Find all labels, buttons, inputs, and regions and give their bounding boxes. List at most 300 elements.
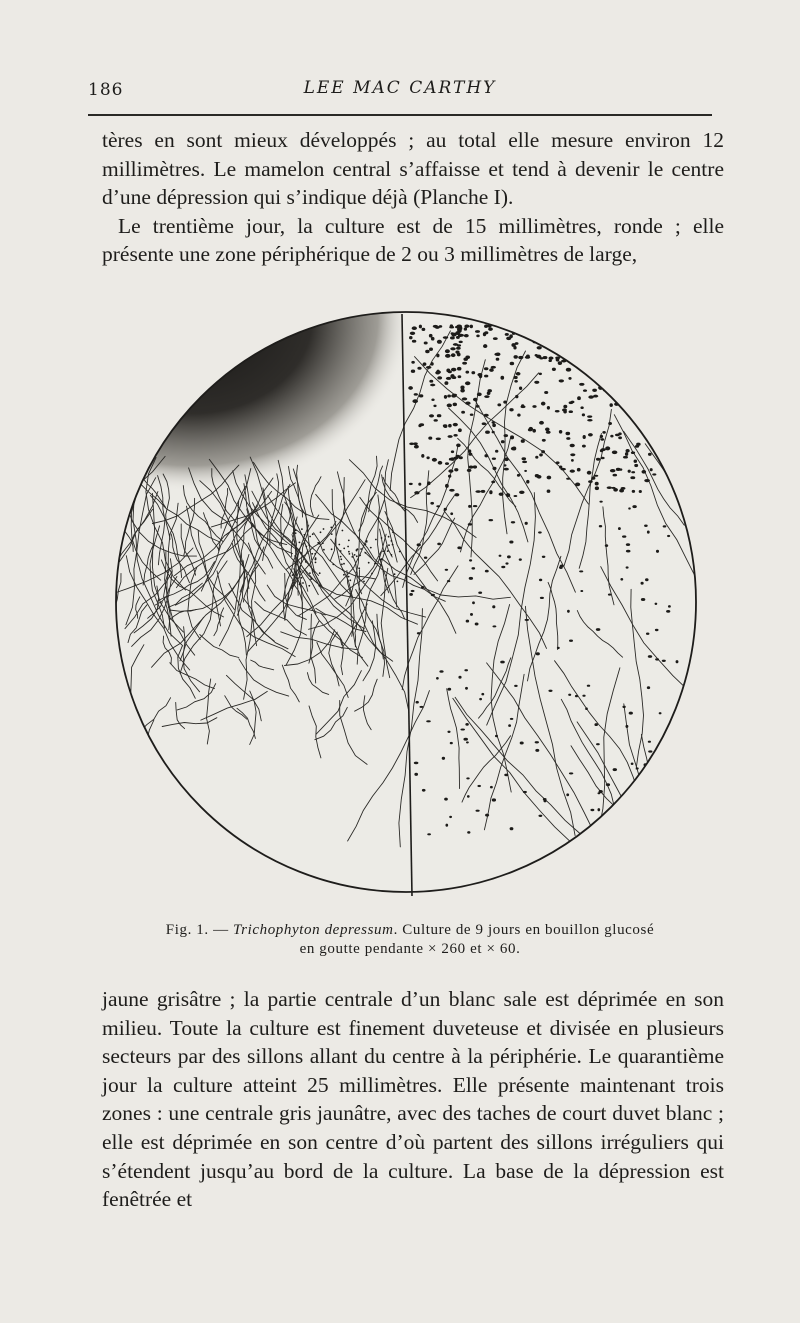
spore	[565, 334, 570, 337]
spore	[591, 477, 595, 480]
spore	[542, 556, 546, 558]
spore	[477, 392, 482, 396]
spore	[620, 578, 623, 581]
spore	[484, 331, 488, 334]
spore	[545, 427, 550, 431]
spore	[320, 531, 322, 533]
spore	[615, 434, 620, 437]
paragraph: jaune grisâtre ; la partie centrale d’un blanc sale est déprimée en son milieu. Toute la culture est finement duveteuse et divisée en plusieurs secteurs par des sillons allant du centre à la périphérie. Le quarantième jour la culture atteint 25 millimètres. Elle présente maintenant trois zones : une centrale gris jaunâtre, avec des taches de court duvet blanc ; elle est déprimée en son centre d’où partent des sillons irréguliers qui s’étendent jusqu’au bord de la culture. La base de la dépression est fenêtrée et	[102, 987, 724, 1212]
spore	[487, 391, 491, 395]
spore	[430, 362, 433, 366]
spore	[465, 371, 469, 374]
spore	[579, 570, 583, 572]
spore	[553, 326, 557, 329]
spore	[617, 325, 622, 329]
spore	[492, 423, 496, 427]
spore	[359, 554, 361, 556]
spore	[300, 552, 302, 554]
spore	[409, 483, 413, 485]
spore	[469, 577, 473, 580]
spore	[613, 376, 618, 379]
spore	[514, 376, 518, 379]
spore	[599, 790, 603, 793]
spore	[322, 542, 324, 544]
spore	[535, 474, 539, 477]
spore	[518, 328, 523, 332]
spore	[300, 571, 302, 573]
spore	[623, 359, 628, 362]
spore	[455, 331, 460, 335]
spore	[391, 554, 393, 556]
figure-label: Fig. 1. —	[165, 922, 234, 938]
spore	[663, 525, 667, 527]
spore	[594, 475, 599, 477]
spore	[363, 581, 365, 583]
spore	[567, 610, 570, 613]
running-header	[88, 78, 712, 108]
spore	[558, 361, 562, 365]
spore	[340, 556, 342, 558]
spore	[460, 385, 464, 389]
spore	[623, 456, 628, 459]
spore	[655, 629, 659, 631]
spore	[305, 546, 307, 548]
spore	[452, 394, 457, 397]
spore	[428, 436, 432, 439]
spore	[365, 552, 367, 554]
spore	[514, 495, 518, 497]
spore	[315, 562, 317, 564]
spore	[632, 505, 636, 508]
spore	[451, 353, 456, 357]
spore	[594, 325, 599, 328]
spore	[505, 333, 509, 336]
spore	[358, 567, 360, 569]
spore	[309, 572, 311, 574]
spore	[427, 492, 431, 495]
spore	[445, 569, 448, 571]
spore	[457, 367, 462, 371]
spore	[318, 585, 320, 587]
spore	[608, 594, 611, 596]
spore	[544, 391, 548, 394]
spore	[430, 502, 434, 505]
spore	[645, 578, 649, 581]
spore	[431, 594, 435, 596]
spore	[412, 326, 417, 330]
spore	[652, 473, 656, 475]
spore	[414, 491, 419, 494]
spore	[468, 523, 472, 525]
spore	[544, 338, 548, 341]
spore	[563, 353, 568, 356]
spore	[631, 451, 635, 454]
spore	[448, 469, 453, 472]
spore	[548, 690, 552, 692]
spore	[466, 741, 469, 743]
spore	[439, 670, 443, 673]
spore	[607, 337, 611, 340]
spore	[417, 543, 421, 546]
spore	[621, 487, 626, 490]
spore	[677, 770, 681, 772]
spore	[622, 400, 627, 404]
spore	[641, 829, 645, 831]
spore	[479, 698, 482, 700]
spore	[370, 547, 372, 549]
spore	[655, 603, 658, 605]
spore	[437, 543, 441, 546]
spore	[449, 489, 455, 492]
spore	[656, 789, 660, 792]
spore	[308, 544, 310, 546]
spore	[491, 366, 496, 369]
spore	[646, 352, 650, 355]
spore	[600, 449, 604, 452]
spore	[476, 405, 480, 408]
spore	[295, 532, 297, 534]
spore	[454, 468, 458, 471]
spore	[426, 720, 431, 722]
spore	[465, 401, 470, 405]
spore	[644, 329, 649, 332]
spore	[500, 661, 505, 664]
spore	[425, 350, 429, 353]
spore	[492, 457, 496, 459]
spore	[515, 395, 518, 398]
spore	[509, 334, 513, 338]
spore	[484, 395, 489, 398]
spore	[475, 330, 480, 333]
spore	[538, 815, 542, 817]
spore	[411, 590, 415, 592]
spore	[555, 410, 560, 412]
spore	[340, 550, 342, 552]
spore	[465, 687, 468, 690]
spore	[456, 443, 461, 447]
spore	[463, 738, 467, 741]
spore	[504, 464, 507, 466]
spore	[509, 408, 513, 411]
spore	[557, 647, 560, 649]
spore	[430, 384, 435, 387]
spore	[315, 559, 317, 561]
spore	[463, 358, 468, 361]
spore	[519, 558, 522, 560]
spore	[445, 349, 450, 353]
spore	[426, 366, 432, 369]
spore	[678, 752, 682, 754]
spore	[547, 406, 550, 410]
spore	[587, 415, 592, 417]
spore	[541, 402, 546, 406]
spore	[622, 706, 625, 708]
spore	[443, 336, 448, 339]
spore	[639, 490, 642, 493]
spore	[583, 389, 587, 392]
spore	[610, 469, 616, 472]
spore	[368, 562, 370, 564]
spore	[501, 440, 505, 443]
spore	[432, 458, 437, 462]
spore	[608, 329, 612, 332]
spore	[456, 455, 460, 458]
spore	[618, 527, 621, 530]
spore	[331, 533, 333, 535]
spore	[623, 363, 628, 366]
spore	[519, 491, 524, 494]
spore	[371, 573, 373, 575]
spore	[500, 376, 504, 380]
spore	[453, 403, 457, 407]
spore	[568, 335, 572, 339]
spore	[618, 388, 623, 392]
spore	[492, 605, 495, 608]
spore	[577, 328, 581, 331]
spore	[513, 346, 516, 350]
spore	[464, 669, 468, 671]
spore	[343, 548, 345, 550]
spore	[459, 341, 463, 344]
spore	[570, 350, 575, 353]
spore	[607, 326, 612, 330]
spore	[535, 325, 538, 328]
spore	[570, 453, 575, 456]
spore	[626, 543, 630, 546]
spore	[584, 329, 588, 333]
spore	[640, 390, 644, 393]
spore	[375, 539, 377, 541]
spore	[544, 332, 549, 336]
spore	[631, 331, 635, 335]
spore	[435, 326, 440, 329]
spore	[399, 551, 401, 553]
spore	[323, 549, 325, 551]
spore	[647, 359, 652, 363]
spore	[641, 381, 645, 384]
spore	[304, 534, 306, 536]
spore	[548, 329, 553, 332]
spore	[593, 395, 598, 398]
spore	[450, 374, 454, 378]
spore	[623, 397, 627, 400]
spore	[644, 327, 647, 330]
spore	[613, 474, 618, 477]
spore	[447, 395, 451, 398]
spore	[410, 332, 415, 335]
spore	[485, 814, 489, 817]
spore	[469, 559, 472, 561]
spore	[301, 577, 303, 579]
spore	[499, 492, 504, 495]
spore	[464, 325, 469, 328]
spore	[668, 605, 671, 608]
spore	[658, 804, 662, 807]
spore	[528, 428, 532, 431]
paragraph: Le trentième jour, la culture est de 15 millimètres, ronde ; elle présente une zone périphérique de 2 ou 3 millimètres de large,	[102, 213, 724, 267]
spore	[553, 325, 557, 328]
spore	[302, 582, 304, 584]
spore	[628, 470, 631, 473]
spore	[497, 403, 501, 406]
spore	[602, 431, 605, 434]
spore	[518, 328, 522, 331]
spore	[587, 685, 590, 687]
spore	[426, 456, 429, 459]
spore	[642, 470, 647, 474]
spore	[566, 437, 570, 440]
spore	[382, 551, 384, 553]
spore	[521, 404, 524, 407]
spore	[595, 375, 600, 378]
spore	[635, 445, 639, 448]
spore	[468, 449, 471, 453]
spore	[473, 398, 478, 401]
spore	[553, 327, 558, 330]
spore	[450, 512, 453, 515]
spore	[620, 335, 626, 338]
spore	[532, 405, 536, 408]
spore	[445, 462, 449, 465]
spore	[422, 328, 426, 331]
spore	[414, 445, 419, 449]
spore	[522, 461, 527, 464]
spore	[606, 326, 610, 329]
spore	[566, 478, 570, 480]
spore	[523, 791, 527, 793]
spore	[644, 524, 648, 526]
spore	[489, 368, 494, 372]
spore	[491, 481, 495, 484]
spore	[625, 325, 630, 328]
spore	[435, 371, 440, 374]
spore	[643, 384, 647, 387]
spore	[292, 532, 294, 534]
spore	[311, 553, 313, 555]
spore	[648, 741, 651, 743]
spore	[542, 327, 546, 331]
spore	[621, 344, 625, 347]
spore	[546, 330, 551, 333]
spore	[521, 439, 525, 443]
spore	[513, 355, 517, 359]
spore	[360, 548, 362, 550]
spore	[461, 411, 465, 414]
spore	[658, 791, 661, 794]
spore	[473, 465, 477, 468]
spore	[308, 585, 310, 587]
spore	[477, 373, 482, 376]
spore	[658, 784, 663, 787]
spore	[451, 450, 454, 453]
spore	[444, 395, 447, 399]
spore	[629, 712, 633, 715]
spore	[633, 345, 638, 349]
spore	[460, 728, 465, 730]
spore	[611, 379, 616, 382]
spore	[436, 505, 440, 507]
spore	[593, 369, 598, 372]
spore	[641, 582, 644, 585]
spore	[530, 332, 534, 336]
spore	[414, 393, 418, 396]
spore	[646, 392, 652, 395]
spore	[417, 632, 421, 634]
spore	[641, 415, 646, 418]
spore	[330, 527, 332, 529]
spore	[600, 438, 604, 441]
spore	[457, 546, 461, 549]
spore	[436, 354, 439, 358]
spore	[489, 490, 492, 494]
spore	[575, 695, 578, 697]
spore	[585, 707, 588, 710]
spore	[525, 522, 528, 525]
spore	[295, 530, 297, 532]
spore	[447, 688, 451, 691]
spore	[475, 622, 479, 625]
spore	[590, 330, 595, 333]
spore	[455, 326, 459, 328]
spore	[617, 328, 621, 332]
spore	[309, 536, 311, 538]
spore	[569, 640, 573, 642]
spore	[450, 457, 455, 460]
spore	[628, 507, 631, 509]
spore	[507, 327, 512, 330]
spore	[536, 652, 540, 655]
spore	[542, 439, 546, 442]
spore	[515, 342, 519, 345]
spore	[607, 486, 612, 489]
spore	[418, 483, 421, 486]
spore	[301, 528, 303, 530]
spore	[462, 362, 467, 365]
spore	[493, 337, 498, 340]
spore	[437, 340, 442, 344]
spore	[331, 548, 333, 550]
spore	[450, 336, 455, 339]
spore	[606, 783, 610, 786]
header-rule	[88, 114, 712, 116]
spore	[458, 375, 462, 378]
page-number: 186	[88, 80, 124, 100]
spore	[470, 413, 474, 415]
spore	[542, 331, 546, 334]
spore	[471, 567, 475, 569]
spore	[475, 490, 480, 493]
spore	[552, 368, 556, 371]
spore	[609, 403, 612, 407]
spore	[519, 387, 522, 390]
spore	[539, 579, 542, 582]
spore	[419, 706, 423, 708]
spore	[365, 543, 367, 545]
spore	[573, 341, 577, 344]
spore	[517, 414, 520, 417]
spore	[662, 660, 666, 662]
spore	[437, 376, 442, 379]
spore	[356, 555, 358, 557]
spore	[642, 344, 645, 346]
spore	[644, 479, 650, 482]
spore	[447, 580, 450, 582]
spore	[605, 446, 610, 450]
spore	[614, 342, 618, 346]
spore	[442, 757, 445, 760]
spore	[411, 361, 415, 364]
spore	[366, 540, 368, 542]
